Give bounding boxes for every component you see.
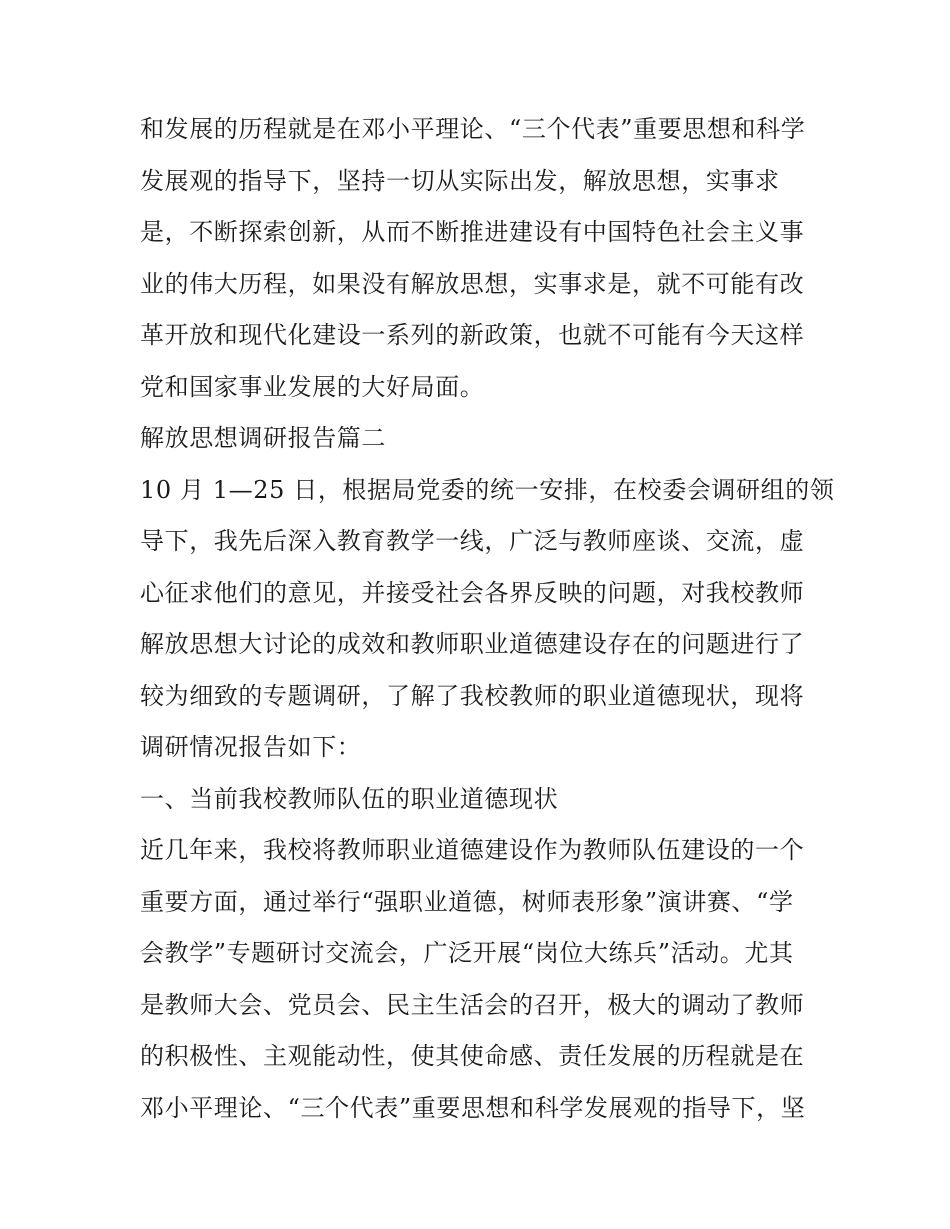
- text-line: 的积极性、主观能动性，使其使命感、责任发展的历程就是在: [140, 1042, 805, 1070]
- section-heading: 解放思想调研报告篇二: [140, 424, 386, 452]
- text-line: 调研情况报告如下：: [140, 733, 362, 761]
- document-body: [140, 104, 835, 1134]
- text-line: 是教师大会、党员会、民主生活会的召开，极大的调动了教师: [140, 990, 805, 1019]
- text-line: 10 月 1—25 日，根据局党委的统一安排，在校委会调研组的领: [140, 475, 835, 504]
- text-line: 解放思想大讨论的成效和教师职业道德建设存在的问题进行了: [140, 630, 805, 658]
- text-line: 和发展的历程就是在邓小平理论、“三个代表”重要思想和科学: [140, 115, 806, 143]
- subsection-heading: 一、当前我校教师队伍的职业道德现状: [140, 784, 559, 813]
- text-line: 业的伟大历程，如果没有解放思想，实事求是，就不可能有改: [140, 269, 805, 298]
- text-line: 较为细致的专题调研，了解了我校教师的职业道德现状，现将: [140, 681, 805, 710]
- text-line: 心征求他们的意见，并接受社会各界反映的问题，对我校教师: [140, 578, 805, 607]
- text-line: 邓小平理论、“三个代表”重要思想和科学发展观的指导下，坚: [140, 1093, 806, 1122]
- text-line: 重要方面，通过举行“强职业道德，树师表形象”演讲赛、“学: [140, 887, 794, 916]
- text-line: 是，不断探索创新，从而不断推进建设有中国特色社会主义事: [140, 218, 805, 246]
- text-line: 发展观的指导下，坚持一切从实际出发，解放思想，实事求: [140, 166, 780, 195]
- text-line: 党和国家事业发展的大好局面。: [140, 372, 485, 401]
- text-line: 革开放和现代化建设一系列的新政策，也就不可能有今天这样: [140, 321, 805, 349]
- text-line: 近几年来，我校将教师职业道德建设作为教师队伍建设的一个: [140, 836, 805, 864]
- text-line: 导下，我先后深入教育教学一线，广泛与教师座谈、交流，虚: [140, 527, 805, 555]
- text-line: 会教学”专题研讨交流会，广泛开展“岗位大练兵”活动。尤其: [140, 939, 794, 967]
